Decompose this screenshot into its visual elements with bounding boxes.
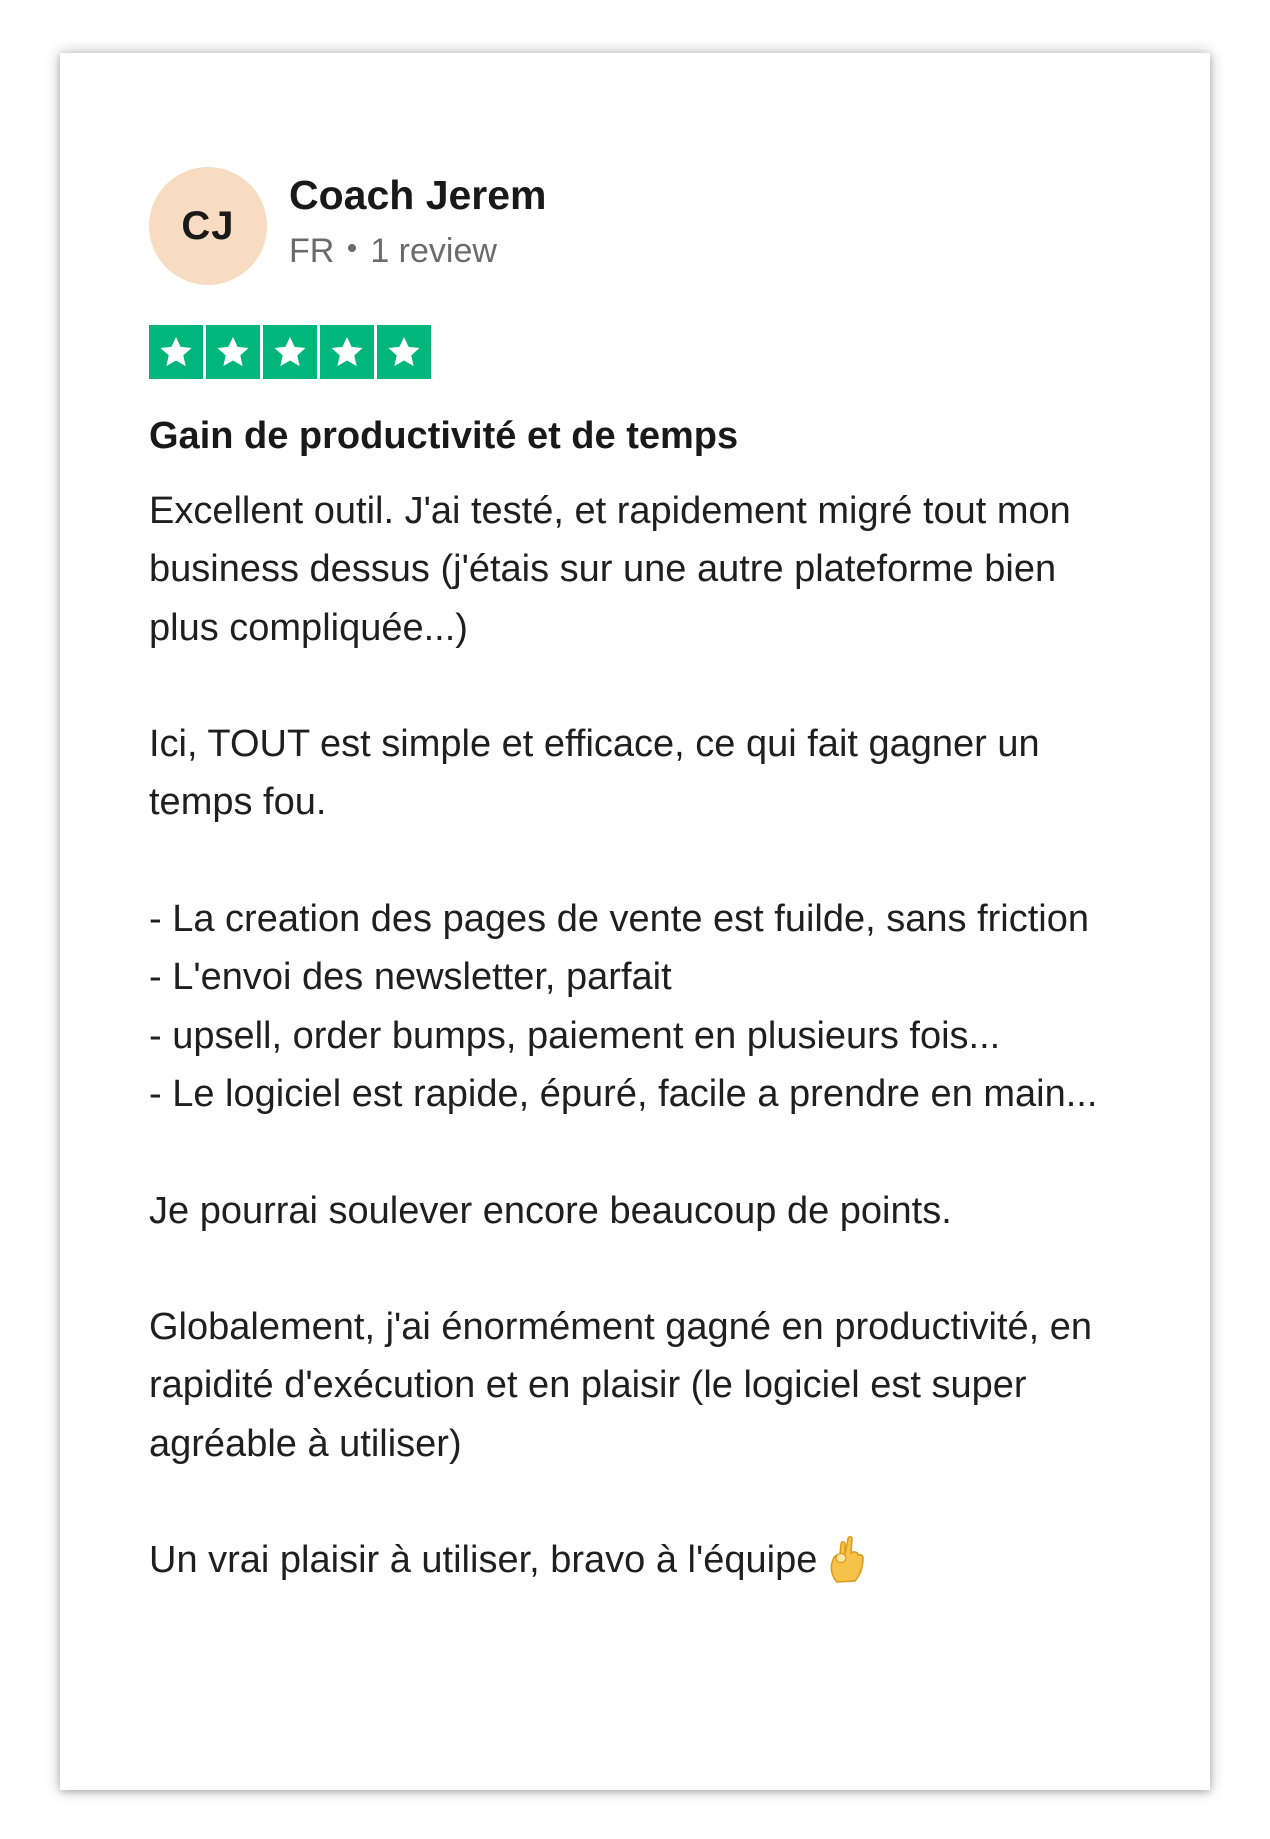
- review-list-item: - L'envoi des newsletter, parfait: [149, 956, 672, 999]
- review-list-item: - upsell, order bumps, paiement en plusieurs fois...: [149, 1014, 1001, 1057]
- star-icon: [377, 325, 431, 379]
- reviewer-country: FR: [289, 232, 335, 270]
- star-rating: [149, 325, 434, 379]
- review-paragraph-list: [149, 890, 1129, 1123]
- review-paragraph: Excellent outil. J'ai testé, et rapidement migré tout mon business dessus (j'étais sur une autre plateforme bien plus compliquée...): [149, 490, 1071, 649]
- review-list-item: - Le logiciel est rapide, épuré, facile a prendre en main...: [149, 1072, 1098, 1115]
- star-icon: [263, 325, 317, 379]
- review-paragraph-last: [149, 1531, 1129, 1589]
- star-icon: [320, 325, 374, 379]
- reviewer-header: [149, 113, 547, 285]
- review-title[interactable]: Gain de productivité et de temps: [149, 415, 739, 457]
- avatar[interactable]: CJ: [149, 167, 267, 285]
- review-paragraph: Ici, TOUT est simple et efficace, ce qui fait gagner un temps fou.: [149, 723, 1040, 824]
- separator-dot: [348, 244, 356, 252]
- review-paragraph: Je pourrai soulever encore beaucoup de points.: [149, 1189, 952, 1232]
- review-card: [60, 53, 1210, 1790]
- reviewer-name[interactable]: Coach Jerem: [289, 172, 547, 218]
- ok-hand-icon: [827, 1536, 867, 1584]
- reviewer-meta: [289, 231, 547, 271]
- review-closing-text: Un vrai plaisir à utiliser, bravo à l'équipe: [149, 1539, 818, 1582]
- review-body: [149, 482, 1129, 1590]
- reviewer-review-count: 1 review: [370, 232, 497, 270]
- review-list-item: - La creation des pages de vente est fuilde, sans friction: [149, 898, 1089, 941]
- star-icon: [149, 325, 203, 379]
- reviewer-info: [289, 171, 547, 271]
- review-paragraph: Globalement, j'ai énormément gagné en productivité, en rapidité d'exécution et en plaisir (le logiciel est super agréable à utiliser): [149, 1306, 1093, 1465]
- star-icon: [206, 325, 260, 379]
